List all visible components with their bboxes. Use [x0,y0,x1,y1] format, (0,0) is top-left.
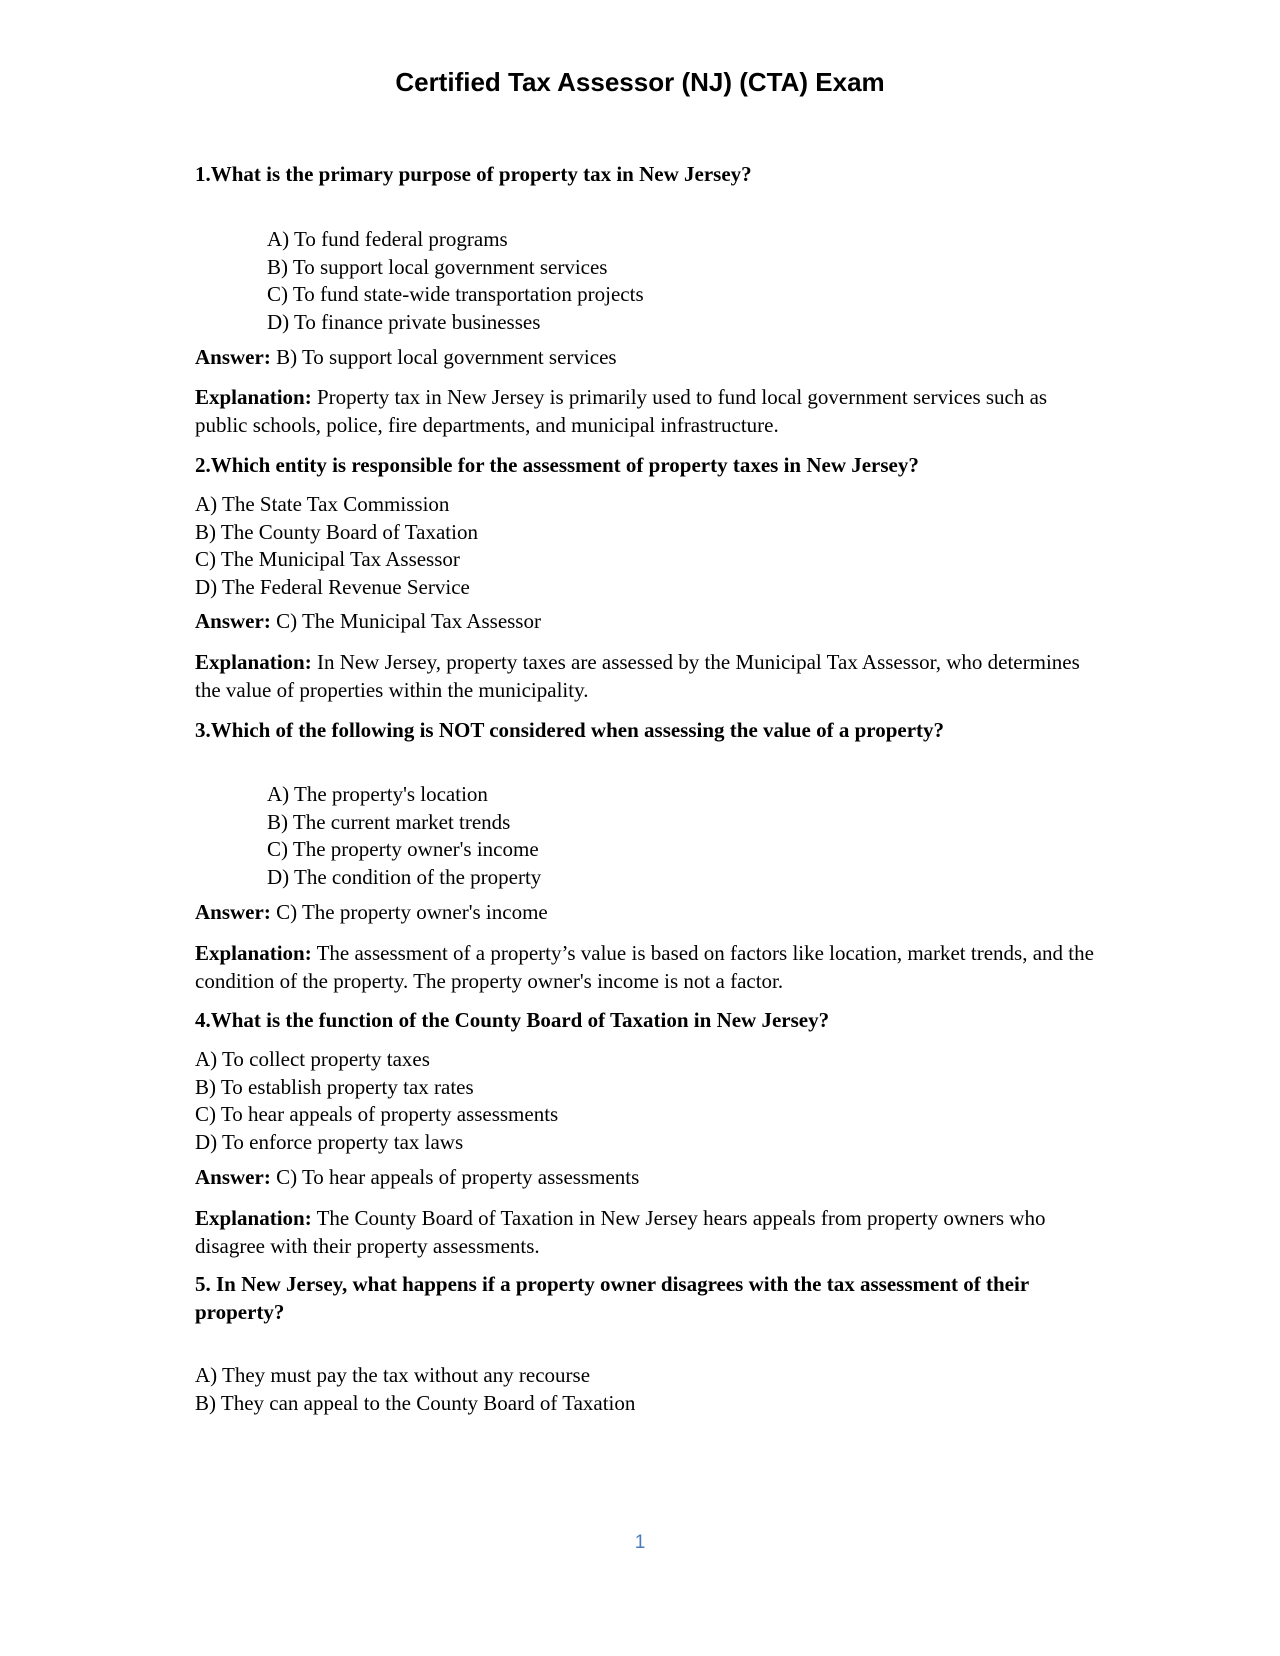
question-4-answer [195,1164,1095,1192]
explanation-text: The assessment of a property’s value is based on factors like location, market trends, and the condition of the property. The property owner's income is not a factor. [195,941,1094,993]
question-3-options [267,781,541,891]
option-a: A) The property's location [267,782,488,806]
option-d: D) The Federal Revenue Service [195,574,470,599]
question-2-text: 2.Which entity is responsible for the assessment of property taxes in New Jersey? [195,453,919,477]
option-c: C) The Municipal Tax Assessor [195,547,460,571]
option-d: D) To finance private businesses [267,309,541,334]
option-c: C) To fund state-wide transportation projects [267,282,644,306]
explanation-text: In New Jersey, property taxes are assessed by the Municipal Tax Assessor, who determines the value of properties within the municipality. [195,650,1080,702]
question-2-explanation [195,649,1095,704]
answer-text: C) The Municipal Tax Assessor [276,609,541,633]
answer-label: Answer: [195,609,271,633]
answer-label: Answer: [195,1165,271,1189]
option-b: B) The current market trends [267,809,511,834]
question-2-options [195,491,478,601]
question-3-text: 3.Which of the following is NOT considered when assessing the value of a property? [195,718,945,742]
option-b: B) They can appeal to the County Board of Taxation [195,1390,636,1415]
explanation-label: Explanation: [195,385,312,409]
option-c: C) To hear appeals of property assessments [195,1102,559,1126]
explanation-label: Explanation: [195,650,312,674]
option-b: B) To establish property tax rates [195,1074,474,1099]
answer-text: C) To hear appeals of property assessments [276,1165,640,1189]
question-4-text: 4.What is the function of the County Board of Taxation in New Jersey? [195,1008,830,1032]
question-2-answer [195,608,1095,636]
question-1-explanation [195,384,1095,439]
option-a: A) To collect property taxes [195,1047,430,1071]
document-title: Certified Tax Assessor (NJ) (CTA) Exam [395,67,885,97]
question-5-options [195,1362,635,1417]
question-1-text: 1.What is the primary purpose of property tax in New Jersey? [195,162,752,186]
question-4-options [195,1046,558,1156]
answer-label: Answer: [195,345,271,369]
option-b: B) To support local government services [267,254,608,279]
option-d: D) The condition of the property [267,864,542,889]
page-number: 1 [634,1532,646,1553]
question-1-options [267,226,644,336]
option-a: A) The State Tax Commission [195,492,450,516]
explanation-text: Property tax in New Jersey is primarily used to fund local government services such as public schools, police, fire departments, and municipal infrastructure. [195,385,1048,437]
option-a: A) They must pay the tax without any recourse [195,1363,591,1387]
option-d: D) To enforce property tax laws [195,1129,464,1154]
explanation-label: Explanation: [195,941,312,965]
option-c: C) The property owner's income [267,837,539,861]
question-5-text: 5. In New Jersey, what happens if a property owner disagrees with the tax assessment of their property? [195,1272,1029,1324]
option-b: B) The County Board of Taxation [195,519,478,544]
question-3-answer [195,899,1095,927]
answer-label: Answer: [195,900,271,924]
question-4-explanation [195,1205,1095,1260]
question-1-answer [195,344,1095,372]
answer-text: B) To support local government services [276,345,617,369]
answer-text: C) The property owner's income [276,900,548,924]
explanation-text: The County Board of Taxation in New Jersey hears appeals from property owners who disagree with their property assessments. [195,1206,1046,1258]
option-a: A) To fund federal programs [267,227,508,251]
question-3-explanation [195,940,1095,995]
explanation-label: Explanation: [195,1206,312,1230]
